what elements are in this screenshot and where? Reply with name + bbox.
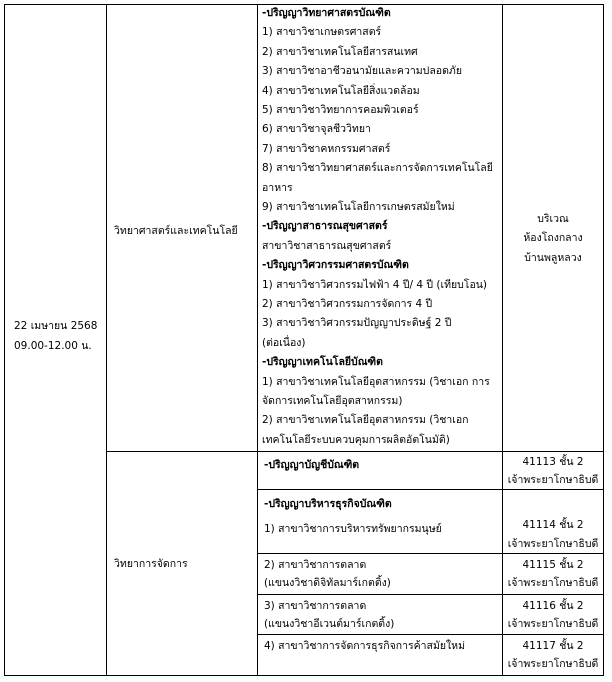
science-program-line: อาหาร xyxy=(262,181,293,194)
management-program-4-line-2: (แขนงวิชาอีเวนต์มาร์เกตติ้ง) xyxy=(264,618,395,630)
column-divider-2 xyxy=(257,4,258,676)
science-program-line: 3) สาขาวิชาวิศวกรรมปัญญาประดิษฐ์ 2 ปี xyxy=(262,317,452,330)
management-room-5-building: เจ้าพระยาโกษาธิบดี xyxy=(507,658,599,670)
table-border-bottom xyxy=(4,675,604,676)
management-program-5-line-1: 4) สาขาวิชาการจัดการธุรกิจการค้าสมัยใหม่ xyxy=(264,640,465,652)
science-program-line: จัดการเทคโนโลยีอุตสาหกรรม) xyxy=(262,395,403,407)
management-room-5-number: 41117 ชั้น 2 xyxy=(522,640,584,652)
science-program-line: 3) สาขาวิชาอาชีวอนามัยและความปลอดภัย xyxy=(262,65,462,78)
science-program-line: 9) สาขาวิชาเทคโนโลยีการเกษตรสมัยใหม่ xyxy=(262,201,455,213)
management-program-3-line-1: 2) สาขาวิชาการตลาด xyxy=(264,559,367,571)
exam-time: 09.00-12.00 น. xyxy=(14,340,92,352)
table-border-right xyxy=(603,4,604,676)
science-program-line: 2) สาขาวิชาเทคโนโลยีอุตสาหกรรม (วิชาเอก xyxy=(262,414,469,427)
science-program-line: 1) สาขาวิชาเทคโนโลยีอุตสาหกรรม (วิชาเอก การ xyxy=(262,375,490,388)
science-program-line: 2) สาขาวิชาวิศวกรรมการจัดการ 4 ปี xyxy=(262,298,433,310)
science-program-line: 4) สาขาวิชาเทคโนโลยีสิ่งแวดล้อม xyxy=(262,84,420,97)
management-program-4-line-1: 3) สาขาวิชาการตลาด xyxy=(264,600,367,612)
management-room-2-building: เจ้าพระยาโกษาธิบดี xyxy=(507,538,599,550)
science-program-line: เทคโนโลยีระบบควบคุมการผลิตอัตโนมัติ) xyxy=(262,433,450,446)
management-program-1-line-1: -ปริญญาบัญชีบัณฑิต xyxy=(264,459,360,471)
management-room-1-building: เจ้าพระยาโกษาธิบดี xyxy=(507,474,599,486)
science-program-line: 6) สาขาวิชาจุลชีววิทยา xyxy=(262,123,371,136)
faculty-science-name: วิทยาศาสตร์และเทคโนโลยี xyxy=(114,225,238,237)
science-program-line: -ปริญญาสาธารณสุขศาสตร์ xyxy=(262,220,388,233)
science-program-line: -ปริญญาวิศวกรรมศาสตรบัณฑิต xyxy=(262,259,409,272)
row-divider-mgmt-3 xyxy=(257,594,603,595)
science-location-line-3: บ้านพลูหลวง xyxy=(524,252,582,264)
science-location-line-2: ห้องโถงกลาง xyxy=(523,232,583,244)
table-border-left xyxy=(4,4,5,676)
science-program-line: -ปริญญาเทคโนโลยีบัณฑิต xyxy=(262,356,383,369)
management-room-3-building: เจ้าพระยาโกษาธิบดี xyxy=(507,577,599,589)
row-divider-faculties xyxy=(106,451,604,452)
exam-schedule-table xyxy=(4,4,604,676)
science-program-line: สาขาวิชาสาธารณสุขศาสตร์ xyxy=(262,239,392,252)
science-program-line: 8) สาขาวิชาวิทยาศาสตร์และการจัดการเทคโนโลยี xyxy=(262,162,493,175)
management-room-2-number: 41114 ชั้น 2 xyxy=(522,519,584,531)
column-divider-1 xyxy=(106,4,107,676)
science-program-line: -ปริญญาวิทยาศาสตรบัณฑิต xyxy=(262,7,391,19)
management-room-4-number: 41116 ชั้น 2 xyxy=(522,600,584,612)
science-program-line: 1) สาขาวิชาวิศวกรรมไฟฟ้า 4 ปี/ 4 ปี (เทียบโอน) xyxy=(262,278,488,291)
management-program-3-line-2: (แขนงวิชาดิจิทัลมาร์เกตติ้ง) xyxy=(264,577,391,589)
management-program-2-line-1: 1) สาขาวิชาการบริหารทรัพยากรมนุษย์ xyxy=(264,523,442,535)
science-program-line: 5) สาขาวิชาวิทยาการคอมพิวเตอร์ xyxy=(262,104,419,116)
science-location-line-1: บริเวณ xyxy=(537,213,569,225)
management-room-3-number: 41115 ชั้น 2 xyxy=(522,559,584,571)
science-program-line: 7) สาขาวิชาคหกรรมศาสตร์ xyxy=(262,142,391,155)
management-room-1-number: 41113 ชั้น 2 xyxy=(522,456,584,468)
science-program-line: 2) สาขาวิชาเทคโนโลยีสารสนเทศ xyxy=(262,45,418,58)
faculty-management-name: วิทยาการจัดการ xyxy=(114,558,188,570)
science-program-line: 1) สาขาวิชาเกษตรศาสตร์ xyxy=(262,26,382,39)
management-degree-header: -ปริญญาบริหารธุรกิจบัณฑิต xyxy=(264,498,392,510)
science-program-line: (ต่อเนื่อง) xyxy=(262,336,306,349)
exam-date: 22 เมษายน 2568 xyxy=(14,320,98,332)
management-room-4-building: เจ้าพระยาโกษาธิบดี xyxy=(507,618,599,630)
